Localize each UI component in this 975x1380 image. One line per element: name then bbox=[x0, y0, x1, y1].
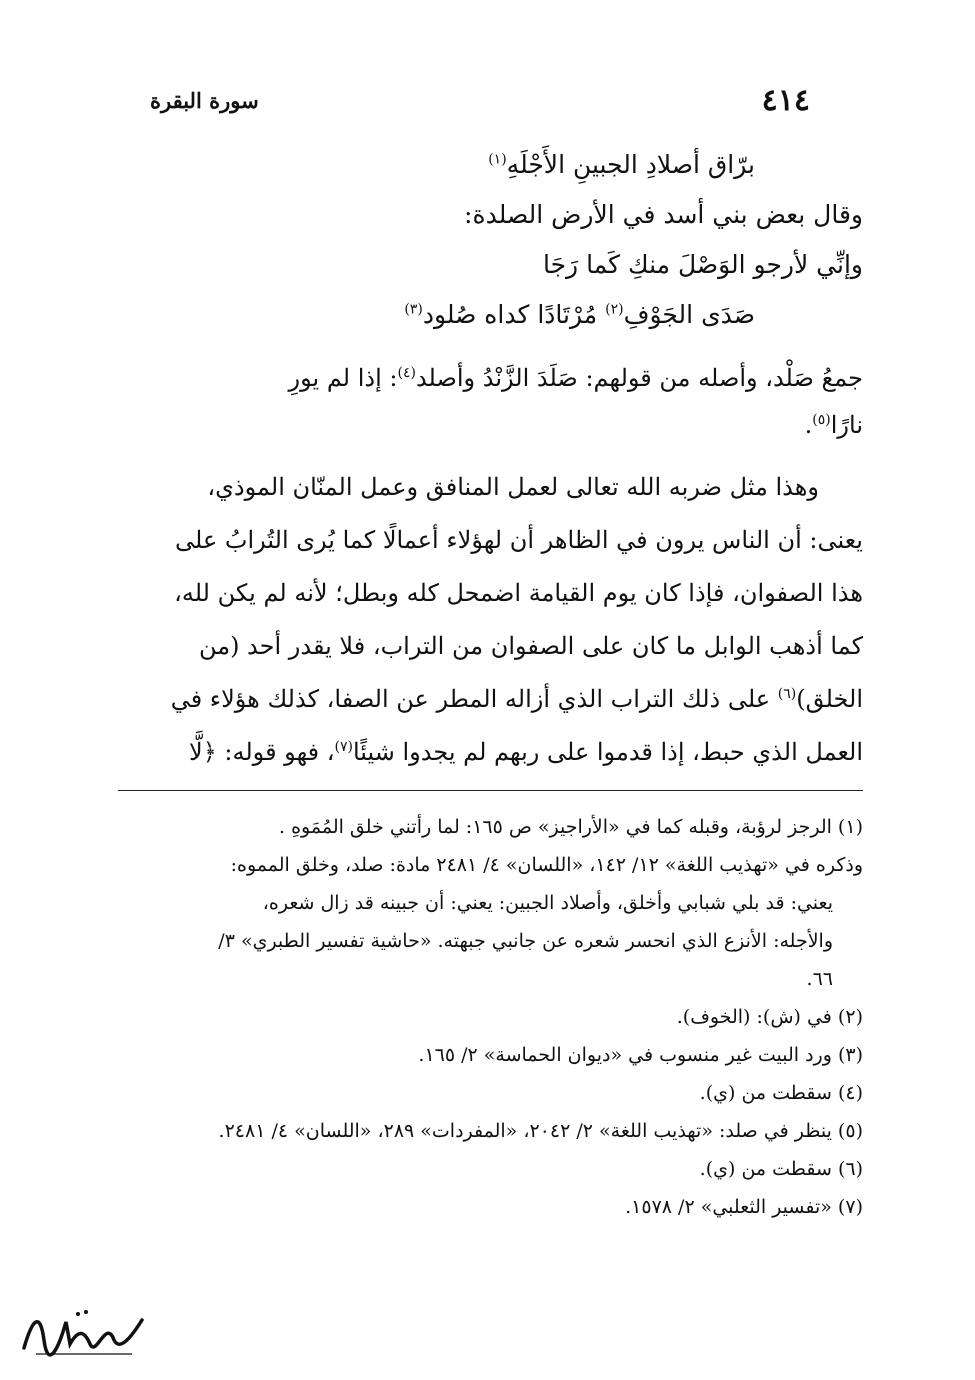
page-header bbox=[150, 78, 810, 122]
verse-text: برّاق أصلادِ الجبينِ الأَجْلَهِ bbox=[506, 150, 755, 179]
verse-text: مُرْتَادًا كداه صُلود bbox=[422, 300, 606, 329]
publisher-logo bbox=[14, 1300, 154, 1362]
paragraph-text: العمل الذي حبط، إذا قدموا على ربهم لم يجدوا شيئًا bbox=[352, 738, 863, 766]
paragraph-line bbox=[118, 405, 863, 451]
footnote-1: (١) الرجز لرؤبة، وقبله كما في «الأراجيز» ص ١٦٥: لما رأتني خلق المُمَوهِ . bbox=[279, 816, 863, 838]
footnote-5: (٥) ينظر في صلد: «تهذيب اللغة» ٢/ ٢٠٤٢، «المفردات» ٢٨٩، «اللسان» ٤/ ٢٤٨١. bbox=[218, 1120, 863, 1142]
footnote-1-cont: ٦٦. bbox=[806, 968, 833, 990]
footnote-6: (٦) سقطت من (ي). bbox=[699, 1158, 863, 1180]
footnote-7: (٧) «تفسير الثعلبي» ٢/ ١٥٧٨. bbox=[625, 1196, 863, 1218]
paragraph-line bbox=[118, 673, 863, 726]
footnote-ref: (٦) bbox=[777, 686, 797, 702]
page-number: ٤١٤ bbox=[761, 82, 810, 118]
paragraph-text: نارًا bbox=[830, 411, 863, 439]
paragraph-text: : إذا لم يورِ bbox=[288, 364, 398, 392]
footnote-1-cont: يعني: قد بلي شبابي وأخلق، وأصلاد الجبين: يعني: أن جبينه قد زال شعره، bbox=[262, 892, 833, 914]
paragraph-line: هذا الصفوان، فإذا كان يوم القيامة اضمحل كله وبطل؛ لأنه لم يكن لله، bbox=[174, 579, 863, 607]
main-text bbox=[118, 140, 863, 779]
footnote-ref: (٧) bbox=[334, 739, 353, 755]
verse-line bbox=[118, 140, 863, 190]
footnote-ref: (٢) bbox=[605, 301, 624, 318]
footnote-ref: (٣) bbox=[404, 301, 423, 318]
paragraph-text: ، فهو قوله: ﴿لَّا bbox=[189, 738, 335, 766]
footnote-ref: (٤) bbox=[397, 365, 416, 381]
paragraph-line bbox=[118, 352, 863, 405]
paragraph-line: يعنى: أن الناس يرون في الظاهر أن لهؤلاء أعمالًا كما يُرى التُرابُ على bbox=[175, 526, 863, 554]
paragraph-line: وهذا مثل ضربه الله تعالى لعمل المنافق وعمل المنّان الموذي، bbox=[207, 473, 819, 501]
footnote-ref: (٥) bbox=[812, 412, 831, 428]
paragraph-text: جمعُ صَلْد، وأصله من قولهم: صَلَدَ الزَّنْدُ وأصلد bbox=[415, 364, 863, 392]
footnote-3: (٣) ورد البيت غير منسوب في «ديوان الحماسة» ٢/ ١٦٥. bbox=[418, 1044, 863, 1066]
footnote-4: (٤) سقطت من (ي). bbox=[699, 1082, 863, 1104]
paragraph-line: كما أذهب الوابل ما كان على الصفوان من التراب، فلا يقدر أحد (من bbox=[198, 632, 863, 660]
footnote-ref: (١) bbox=[488, 151, 507, 168]
paragraph-line bbox=[118, 726, 863, 779]
paragraph-text: . bbox=[804, 411, 813, 439]
paragraph-text: على ذلك التراب الذي أزاله المطر عن الصفا، كذلك هؤلاء في bbox=[170, 685, 778, 713]
paragraph-text: الخلق) bbox=[796, 685, 863, 713]
footnote-2: (٢) في (ش): (الخوف). bbox=[676, 1006, 863, 1028]
footnotes bbox=[118, 808, 863, 1226]
running-head: سورة البقرة bbox=[150, 87, 259, 113]
verse-line bbox=[118, 290, 863, 340]
footnote-divider bbox=[118, 790, 863, 791]
verse-line: وإنِّي لأرجو الوَصْلَ منكِ كَما رَجَا bbox=[542, 250, 863, 279]
footnote-1-cont: والأجله: الأنزع الذي انحسر شعره عن جانبي جبهته. «حاشية تفسير الطبري» ٣/ bbox=[218, 930, 833, 952]
footnote-1-cont: وذكره في «تهذيب اللغة» ١٢/ ١٤٢، «اللسان» ٤/ ٢٤٨١ مادة: صلد، وخلق المموه: bbox=[230, 854, 863, 876]
verse-text: صَدَى الجَوْفِ bbox=[623, 300, 755, 329]
verse-intro: وقال بعض بني أسد في الأرض الصلدة: bbox=[464, 200, 863, 229]
